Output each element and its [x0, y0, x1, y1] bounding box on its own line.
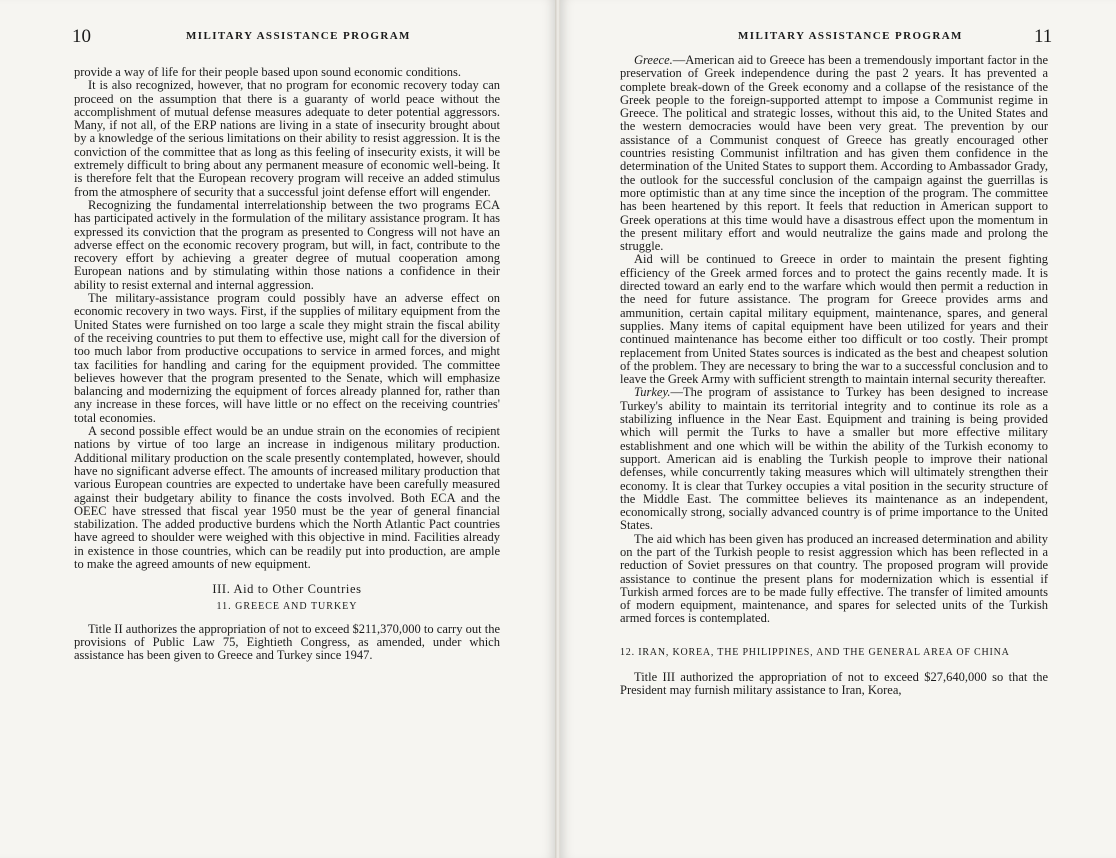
paragraph: It is also recognized, however, that no program for economic recovery today can proceed on the assumption that there is a guaranty of world peace without the accomplishment of mutual defense measures adequate to deter potential aggressors. Many, if not all, of the ERP nations are living in a state of insecurity brought about by a knowledge of the serious limitations on their ability to resist aggression. It is the conviction of the committee that as long as this feeling of insecurity exists, it will be extremely difficult to bring about any permanent measure of economic well-being. It is therefore felt that the European recovery program will receive an added stimulus from the atmosphere of security that a successful joint defense effort will engender. [74, 78, 500, 199]
turkey-text: —The program of assistance to Turkey has been designed to increase Turkey's ability to maintain its territorial integrity and to continue its role as a stabilizing influence in the Near East. Equipment and training is being provided which will permit the Turks to have a smaller but more effective military establishment and one which will be within the ability of the Turkish economy to support. American aid is enabling the Turkish people to improve their national defenses, while concurrently taking measures which will ultimately strengthen their economy. It is clear that Turkey occupies a vital position in the security structure of the Middle East. The committee believes its maintenance as an independent, economically strong, socially advanced country is of prime importance to the United States. [620, 385, 1048, 533]
greece-text: —American aid to Greece has been a tremendously important factor in the preservation of Greek independence during the past 2 years. It has prevented a complete break-down of the Greek economy and a collapse of the resistance of the Greek people to the foreign-supported attempt to impose a Communist regime in Greece. The political and strategic losses, without this aid, to the United States and the western democracies would have been very great. The prevention by our assistance of a Communist conquest of Greece has greatly encouraged other countries resisting Communist infiltration and has given them confidence in the determination of the United States to support them. According to Ambassador Grady, the outlook for the successful conclusion of the campaign against the guerrillas is more optimistic than at any time since the inception of the program. The committee has been heartened by this report. It feels that reduction in American support to Greek operations at this time would have a disastrous effect upon the momentum in the present military effort and would neutralize the gains made and prolong the struggle. [620, 53, 1048, 254]
subsection-heading: 11. GREECE AND TURKEY [216, 600, 358, 612]
paragraph: Title II authorizes the appropriation of not to exceed $211,370,000 to carry out the provisions of Public Law 75, Eightieth Congress, as amended, under which assistance has been given to Greece and Turkey since 1947. [74, 621, 500, 663]
running-head: MILITARY ASSISTANCE PROGRAM [738, 30, 963, 42]
running-head: MILITARY ASSISTANCE PROGRAM [186, 30, 411, 42]
page-number: 11 [1034, 26, 1053, 47]
paragraph: Aid will be continued to Greece in order to maintain the present fighting efficiency of the Greek armed forces and to protect the gains recently made. It is directed toward an early end to the warfare which would then permit a reduction in the need for future assistance. The program for Greece provides arms and ammunition, certain capital military equipment, maintenance, spares, and general supplies. Many items of capital equipment have been utilized for years and their continued maintenance has become either too difficult or too costly. Their prompt replacement from United States sources is indicated as the best and cheapest solution of the problem. They are necessary to bring the war to a successful conclusion and to leave the Greek Army with sufficient strength to maintain internal security thereafter. [620, 252, 1048, 387]
page-body [620, 54, 1048, 698]
greece-label: Greece. [634, 53, 673, 67]
turkey-label: Turkey. [634, 385, 671, 400]
paragraph [620, 386, 1048, 532]
paragraph: The military-assistance program could possibly have an adverse effect on economic recovery in two ways. First, if the supplies of military equipment from the United States were furnished on too large a scale they might strain the fiscal ability of the receiving countries to put them to effective use, might call for the diversion of too much labor from productive occupations to service in armed forces, and might tax facilities for handling and caring for the equipment provided. The committee believes however that the program presented to the Senate, which will emphasize balancing and modernizing the equipment of forces already planned for, rather than any increase in these forces, will have little or no effect on the receiving countries' total economies. [74, 291, 500, 425]
paragraph: A second possible effect would be an undue strain on the economies of recipient nations by virtue of too large an increase in indigenous military production. Additional military production on the scale presently contemplated, however, should have no significant adverse effect. The amounts of increased military production that various European countries are expected to undertake have been carefully measured against their budgetary ability to finance the costs involved. Both ECA and the OEEC have stressed that fiscal year 1950 must be the year of general financial stabilization. The added productive burdens which the North Atlantic Pact countries have agreed to shoulder were weighed with this objective in mind. Facilities already in existence in those countries, which can be readily put into production, are ample to make the agreed amounts of new equipment. [74, 424, 500, 571]
section-heading: III. Aid to Other Countries [212, 582, 362, 597]
paragraph: Title III authorized the appropriation of not to exceed $27,640,000 so that the President may furnish military assistance to Iran, Korea, [620, 670, 1048, 698]
left-page [0, 0, 556, 858]
page-number: 10 [72, 26, 91, 47]
subsection-heading: 12. IRAN, KOREA, THE PHILIPPINES, AND THE GENERAL AREA OF CHINA [620, 646, 1010, 658]
paragraph: Recognizing the fundamental interrelationship between the two programs ECA has participated actively in the formulation of the military assistance program. It has expressed its conviction that the program as presented to Congress will not have an adverse effect on the economic recovery program, but will, in fact, contribute to the recovery effort by achieving a greater degree of mutual cooperation among European nations and by stimulating within those nations a confidence in their ability to resist external and internal aggression. [74, 197, 500, 292]
page-body [74, 66, 500, 663]
right-page [560, 0, 1116, 858]
paragraph [620, 54, 1048, 253]
paragraph: The aid which has been given has produced an increased determination and ability on the part of the Turkish people to resist aggression which has been reflected in a reduction of Soviet pressures on that country. The proposed program will provide assistance to continue the present plans for modernization which is essential if Turkish armed forces are to be made fully effective. The transfer of limited amounts of modern equipment, maintenance, and spares for selected units of the Turkish armed forces is contemplated. [620, 531, 1048, 626]
paragraph: provide a way of life for their people based upon sound economic conditions. [74, 65, 462, 79]
